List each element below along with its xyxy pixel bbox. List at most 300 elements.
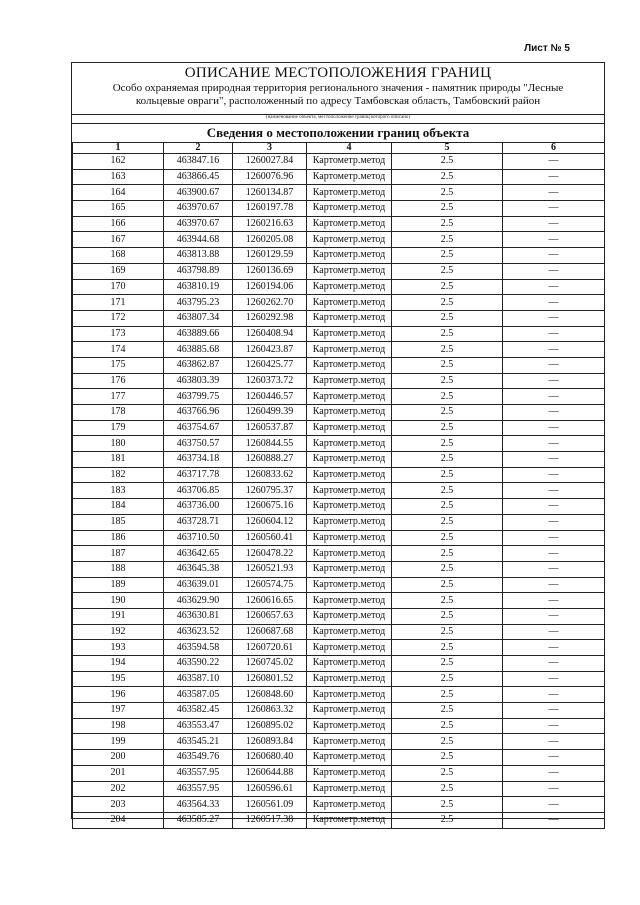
point-number-cell: 186 — [73, 530, 164, 546]
accuracy-cell: 2.5 — [392, 687, 503, 703]
y-coordinate-cell: 1260795.37 — [233, 483, 307, 499]
x-coordinate-cell: 463885.68 — [164, 342, 233, 358]
method-cell: Картометр.метод — [307, 593, 392, 609]
note-cell: — — [503, 248, 605, 264]
table-row — [73, 812, 605, 828]
y-coordinate-cell: 1260262.70 — [233, 295, 307, 311]
note-cell: — — [503, 436, 605, 452]
point-number-cell: 165 — [73, 201, 164, 217]
accuracy-cell: 2.5 — [392, 216, 503, 232]
point-number-cell: 199 — [73, 734, 164, 750]
point-number-cell: 164 — [73, 185, 164, 201]
method-cell: Картометр.метод — [307, 326, 392, 342]
table-row — [73, 781, 605, 797]
method-cell: Картометр.метод — [307, 420, 392, 436]
table-row — [73, 687, 605, 703]
table-row — [73, 357, 605, 373]
method-cell: Картометр.метод — [307, 812, 392, 828]
x-coordinate-cell: 463590.22 — [164, 656, 233, 672]
note-cell: — — [503, 279, 605, 295]
method-cell: Картометр.метод — [307, 295, 392, 311]
method-cell: Картометр.метод — [307, 640, 392, 656]
method-cell: Картометр.метод — [307, 342, 392, 358]
point-number-cell: 169 — [73, 263, 164, 279]
point-number-cell: 197 — [73, 703, 164, 719]
accuracy-cell: 2.5 — [392, 263, 503, 279]
accuracy-cell: 2.5 — [392, 248, 503, 264]
method-cell: Картометр.метод — [307, 718, 392, 734]
x-coordinate-cell: 463564.33 — [164, 797, 233, 813]
table-row — [73, 640, 605, 656]
table-row — [73, 201, 605, 217]
accuracy-cell: 2.5 — [392, 734, 503, 750]
table-row — [73, 232, 605, 248]
object-caption: (наименование объекта, местоположение границ которого описано) — [265, 115, 411, 120]
x-coordinate-cell: 463847.16 — [164, 154, 233, 170]
point-number-cell: 177 — [73, 389, 164, 405]
point-number-cell: 184 — [73, 499, 164, 515]
y-coordinate-cell: 1260425.77 — [233, 357, 307, 373]
method-cell: Картометр.метод — [307, 263, 392, 279]
column-header: 4 — [307, 143, 392, 154]
column-header: 2 — [164, 143, 233, 154]
table-header-row — [73, 143, 605, 154]
y-coordinate-cell: 1260205.08 — [233, 232, 307, 248]
point-number-cell: 189 — [73, 577, 164, 593]
table-row — [73, 530, 605, 546]
note-cell: — — [503, 405, 605, 421]
y-coordinate-cell: 1260801.52 — [233, 671, 307, 687]
x-coordinate-cell: 463706.85 — [164, 483, 233, 499]
point-number-cell: 196 — [73, 687, 164, 703]
method-cell: Картометр.метод — [307, 169, 392, 185]
table-row — [73, 624, 605, 640]
point-number-cell: 175 — [73, 357, 164, 373]
table-row — [73, 185, 605, 201]
accuracy-cell: 2.5 — [392, 656, 503, 672]
note-cell: — — [503, 185, 605, 201]
point-number-cell: 195 — [73, 671, 164, 687]
method-cell: Картометр.метод — [307, 467, 392, 483]
x-coordinate-cell: 463585.27 — [164, 812, 233, 828]
note-cell: — — [503, 216, 605, 232]
table-row — [73, 577, 605, 593]
coordinates-table — [72, 142, 605, 829]
y-coordinate-cell: 1260687.68 — [233, 624, 307, 640]
x-coordinate-cell: 463623.52 — [164, 624, 233, 640]
method-cell: Картометр.метод — [307, 216, 392, 232]
x-coordinate-cell: 463750.57 — [164, 436, 233, 452]
y-coordinate-cell: 1260446.57 — [233, 389, 307, 405]
table-row — [73, 452, 605, 468]
x-coordinate-cell: 463629.90 — [164, 593, 233, 609]
method-cell: Картометр.метод — [307, 373, 392, 389]
x-coordinate-cell: 463736.00 — [164, 499, 233, 515]
table-row — [73, 718, 605, 734]
x-coordinate-cell: 463630.81 — [164, 608, 233, 624]
note-cell: — — [503, 467, 605, 483]
y-coordinate-cell: 1260517.38 — [233, 812, 307, 828]
method-cell: Картометр.метод — [307, 201, 392, 217]
note-cell: — — [503, 703, 605, 719]
note-cell: — — [503, 734, 605, 750]
method-cell: Картометр.метод — [307, 514, 392, 530]
method-cell: Картометр.метод — [307, 248, 392, 264]
point-number-cell: 178 — [73, 405, 164, 421]
x-coordinate-cell: 463728.71 — [164, 514, 233, 530]
point-number-cell: 174 — [73, 342, 164, 358]
table-row — [73, 295, 605, 311]
table-row — [73, 514, 605, 530]
y-coordinate-cell: 1260560.41 — [233, 530, 307, 546]
note-cell: — — [503, 718, 605, 734]
accuracy-cell: 2.5 — [392, 342, 503, 358]
method-cell: Картометр.метод — [307, 499, 392, 515]
accuracy-cell: 2.5 — [392, 561, 503, 577]
table-row — [73, 561, 605, 577]
x-coordinate-cell: 463587.10 — [164, 671, 233, 687]
y-coordinate-cell: 1260408.94 — [233, 326, 307, 342]
point-number-cell: 179 — [73, 420, 164, 436]
y-coordinate-cell: 1260745.02 — [233, 656, 307, 672]
method-cell: Картометр.метод — [307, 608, 392, 624]
x-coordinate-cell: 463645.38 — [164, 561, 233, 577]
accuracy-cell: 2.5 — [392, 232, 503, 248]
table-row — [73, 483, 605, 499]
method-cell: Картометр.метод — [307, 671, 392, 687]
point-number-cell: 183 — [73, 483, 164, 499]
table-row — [73, 389, 605, 405]
x-coordinate-cell: 463734.18 — [164, 452, 233, 468]
point-number-cell: 190 — [73, 593, 164, 609]
table-row — [73, 420, 605, 436]
x-coordinate-cell: 463710.50 — [164, 530, 233, 546]
y-coordinate-cell: 1260888.27 — [233, 452, 307, 468]
y-coordinate-cell: 1260194.06 — [233, 279, 307, 295]
note-cell: — — [503, 201, 605, 217]
accuracy-cell: 2.5 — [392, 405, 503, 421]
note-cell: — — [503, 671, 605, 687]
accuracy-cell: 2.5 — [392, 593, 503, 609]
note-cell: — — [503, 420, 605, 436]
accuracy-cell: 2.5 — [392, 389, 503, 405]
y-coordinate-cell: 1260129.59 — [233, 248, 307, 264]
table-row — [73, 797, 605, 813]
point-number-cell: 188 — [73, 561, 164, 577]
note-cell: — — [503, 640, 605, 656]
note-cell: — — [503, 656, 605, 672]
x-coordinate-cell: 463799.75 — [164, 389, 233, 405]
y-coordinate-cell: 1260136.69 — [233, 263, 307, 279]
y-coordinate-cell: 1260895.02 — [233, 718, 307, 734]
accuracy-cell: 2.5 — [392, 483, 503, 499]
method-cell: Картометр.метод — [307, 687, 392, 703]
y-coordinate-cell: 1260134.87 — [233, 185, 307, 201]
note-cell: — — [503, 797, 605, 813]
accuracy-cell: 2.5 — [392, 797, 503, 813]
x-coordinate-cell: 463889.66 — [164, 326, 233, 342]
y-coordinate-cell: 1260216.63 — [233, 216, 307, 232]
y-coordinate-cell: 1260604.12 — [233, 514, 307, 530]
note-cell: — — [503, 295, 605, 311]
y-coordinate-cell: 1260863.32 — [233, 703, 307, 719]
method-cell: Картометр.метод — [307, 624, 392, 640]
x-coordinate-cell: 463795.23 — [164, 295, 233, 311]
point-number-cell: 172 — [73, 310, 164, 326]
note-cell: — — [503, 263, 605, 279]
accuracy-cell: 2.5 — [392, 718, 503, 734]
y-coordinate-cell: 1260537.87 — [233, 420, 307, 436]
table-row — [73, 216, 605, 232]
note-cell: — — [503, 310, 605, 326]
accuracy-cell: 2.5 — [392, 357, 503, 373]
note-cell: — — [503, 624, 605, 640]
x-coordinate-cell: 463557.95 — [164, 765, 233, 781]
boundary-description-frame — [71, 62, 605, 826]
accuracy-cell: 2.5 — [392, 671, 503, 687]
table-row — [73, 608, 605, 624]
method-cell: Картометр.метод — [307, 703, 392, 719]
table-row — [73, 750, 605, 766]
accuracy-cell: 2.5 — [392, 467, 503, 483]
y-coordinate-cell: 1260521.93 — [233, 561, 307, 577]
point-number-cell: 181 — [73, 452, 164, 468]
point-number-cell: 170 — [73, 279, 164, 295]
table-row — [73, 263, 605, 279]
table-row — [73, 656, 605, 672]
y-coordinate-cell: 1260616.65 — [233, 593, 307, 609]
x-coordinate-cell: 463557.95 — [164, 781, 233, 797]
y-coordinate-cell: 1260423.87 — [233, 342, 307, 358]
table-row — [73, 734, 605, 750]
accuracy-cell: 2.5 — [392, 295, 503, 311]
y-coordinate-cell: 1260197.78 — [233, 201, 307, 217]
accuracy-cell: 2.5 — [392, 499, 503, 515]
method-cell: Картометр.метод — [307, 765, 392, 781]
point-number-cell: 163 — [73, 169, 164, 185]
method-cell: Картометр.метод — [307, 185, 392, 201]
x-coordinate-cell: 463639.01 — [164, 577, 233, 593]
point-number-cell: 191 — [73, 608, 164, 624]
table-row — [73, 765, 605, 781]
x-coordinate-cell: 463594.58 — [164, 640, 233, 656]
y-coordinate-cell: 1260680.40 — [233, 750, 307, 766]
method-cell: Картометр.метод — [307, 781, 392, 797]
y-coordinate-cell: 1260596.61 — [233, 781, 307, 797]
y-coordinate-cell: 1260657.63 — [233, 608, 307, 624]
table-row — [73, 436, 605, 452]
table-row — [73, 546, 605, 562]
accuracy-cell: 2.5 — [392, 452, 503, 468]
x-coordinate-cell: 463798.89 — [164, 263, 233, 279]
y-coordinate-cell: 1260478.22 — [233, 546, 307, 562]
point-number-cell: 171 — [73, 295, 164, 311]
point-number-cell: 166 — [73, 216, 164, 232]
x-coordinate-cell: 463587.05 — [164, 687, 233, 703]
accuracy-cell: 2.5 — [392, 310, 503, 326]
x-coordinate-cell: 463866.45 — [164, 169, 233, 185]
table-row — [73, 169, 605, 185]
x-coordinate-cell: 463717.78 — [164, 467, 233, 483]
note-cell: — — [503, 812, 605, 828]
x-coordinate-cell: 463582.45 — [164, 703, 233, 719]
method-cell: Картометр.метод — [307, 797, 392, 813]
method-cell: Картометр.метод — [307, 750, 392, 766]
note-cell: — — [503, 593, 605, 609]
method-cell: Картометр.метод — [307, 389, 392, 405]
table-row — [73, 373, 605, 389]
accuracy-cell: 2.5 — [392, 279, 503, 295]
point-number-cell: 167 — [73, 232, 164, 248]
note-cell: — — [503, 373, 605, 389]
point-number-cell: 182 — [73, 467, 164, 483]
y-coordinate-cell: 1260574.75 — [233, 577, 307, 593]
table-row — [73, 248, 605, 264]
table-row — [73, 342, 605, 358]
accuracy-cell: 2.5 — [392, 546, 503, 562]
accuracy-cell: 2.5 — [392, 169, 503, 185]
note-cell: — — [503, 483, 605, 499]
accuracy-cell: 2.5 — [392, 812, 503, 828]
table-row — [73, 154, 605, 170]
x-coordinate-cell: 463545.21 — [164, 734, 233, 750]
accuracy-cell: 2.5 — [392, 765, 503, 781]
sheet-number: Лист № 5 — [524, 43, 570, 54]
table-row — [73, 310, 605, 326]
accuracy-cell: 2.5 — [392, 530, 503, 546]
x-coordinate-cell: 463813.88 — [164, 248, 233, 264]
note-cell: — — [503, 357, 605, 373]
method-cell: Картометр.метод — [307, 452, 392, 468]
note-cell: — — [503, 781, 605, 797]
accuracy-cell: 2.5 — [392, 577, 503, 593]
x-coordinate-cell: 463900.67 — [164, 185, 233, 201]
column-header: 5 — [392, 143, 503, 154]
note-cell: — — [503, 514, 605, 530]
table-row — [73, 405, 605, 421]
accuracy-cell: 2.5 — [392, 703, 503, 719]
y-coordinate-cell: 1260720.61 — [233, 640, 307, 656]
object-description-line-1: Особо охраняемая природная территория регионального значения - памятник природы "Лесные — [112, 82, 564, 94]
accuracy-cell: 2.5 — [392, 781, 503, 797]
object-description-line-2: кольцевые овраги", расположенный по адресу Тамбовская область, Тамбовский район — [135, 95, 541, 107]
y-coordinate-cell: 1260644.88 — [233, 765, 307, 781]
point-number-cell: 192 — [73, 624, 164, 640]
method-cell: Картометр.метод — [307, 656, 392, 672]
note-cell: — — [503, 765, 605, 781]
note-cell: — — [503, 577, 605, 593]
table-row — [73, 703, 605, 719]
table-row — [73, 467, 605, 483]
method-cell: Картометр.метод — [307, 405, 392, 421]
method-cell: Картометр.метод — [307, 483, 392, 499]
accuracy-cell: 2.5 — [392, 624, 503, 640]
note-cell: — — [503, 530, 605, 546]
y-coordinate-cell: 1260893.84 — [233, 734, 307, 750]
x-coordinate-cell: 463642.65 — [164, 546, 233, 562]
x-coordinate-cell: 463970.67 — [164, 216, 233, 232]
method-cell: Картометр.метод — [307, 357, 392, 373]
note-cell: — — [503, 687, 605, 703]
point-number-cell: 194 — [73, 656, 164, 672]
y-coordinate-cell: 1260561.09 — [233, 797, 307, 813]
y-coordinate-cell: 1260027.84 — [233, 154, 307, 170]
accuracy-cell: 2.5 — [392, 373, 503, 389]
table-row — [73, 326, 605, 342]
method-cell: Картометр.метод — [307, 232, 392, 248]
point-number-cell: 198 — [73, 718, 164, 734]
note-cell: — — [503, 154, 605, 170]
note-cell: — — [503, 561, 605, 577]
method-cell: Картометр.метод — [307, 530, 392, 546]
note-cell: — — [503, 389, 605, 405]
note-cell: — — [503, 169, 605, 185]
point-number-cell: 168 — [73, 248, 164, 264]
point-number-cell: 180 — [73, 436, 164, 452]
method-cell: Картометр.метод — [307, 436, 392, 452]
x-coordinate-cell: 463807.34 — [164, 310, 233, 326]
note-cell: — — [503, 232, 605, 248]
accuracy-cell: 2.5 — [392, 420, 503, 436]
accuracy-cell: 2.5 — [392, 436, 503, 452]
table-row — [73, 499, 605, 515]
document-title: ОПИСАНИЕ МЕСТОПОЛОЖЕНИЯ ГРАНИЦ — [184, 65, 492, 81]
point-number-cell: 202 — [73, 781, 164, 797]
note-cell: — — [503, 326, 605, 342]
x-coordinate-cell: 463862.87 — [164, 357, 233, 373]
method-cell: Картометр.метод — [307, 279, 392, 295]
accuracy-cell: 2.5 — [392, 185, 503, 201]
y-coordinate-cell: 1260848.60 — [233, 687, 307, 703]
x-coordinate-cell: 463754.67 — [164, 420, 233, 436]
x-coordinate-cell: 463810.19 — [164, 279, 233, 295]
x-coordinate-cell: 463803.39 — [164, 373, 233, 389]
column-header: 6 — [503, 143, 605, 154]
method-cell: Картометр.метод — [307, 734, 392, 750]
table-body — [73, 154, 605, 829]
point-number-cell: 162 — [73, 154, 164, 170]
x-coordinate-cell: 463553.47 — [164, 718, 233, 734]
accuracy-cell: 2.5 — [392, 640, 503, 656]
note-cell: — — [503, 342, 605, 358]
point-number-cell: 193 — [73, 640, 164, 656]
accuracy-cell: 2.5 — [392, 750, 503, 766]
note-cell: — — [503, 452, 605, 468]
object-description — [82, 82, 594, 108]
point-number-cell: 187 — [73, 546, 164, 562]
method-cell: Картометр.метод — [307, 154, 392, 170]
method-cell: Картометр.метод — [307, 577, 392, 593]
method-cell: Картометр.метод — [307, 546, 392, 562]
point-number-cell: 185 — [73, 514, 164, 530]
note-cell: — — [503, 750, 605, 766]
point-number-cell: 203 — [73, 797, 164, 813]
x-coordinate-cell: 463944.68 — [164, 232, 233, 248]
x-coordinate-cell: 463549.76 — [164, 750, 233, 766]
y-coordinate-cell: 1260292.98 — [233, 310, 307, 326]
method-cell: Картометр.метод — [307, 310, 392, 326]
y-coordinate-cell: 1260844.55 — [233, 436, 307, 452]
column-header: 3 — [233, 143, 307, 154]
table-row — [73, 279, 605, 295]
accuracy-cell: 2.5 — [392, 514, 503, 530]
method-cell: Картометр.метод — [307, 561, 392, 577]
point-number-cell: 176 — [73, 373, 164, 389]
point-number-cell: 200 — [73, 750, 164, 766]
point-number-cell: 173 — [73, 326, 164, 342]
table-row — [73, 593, 605, 609]
accuracy-cell: 2.5 — [392, 608, 503, 624]
